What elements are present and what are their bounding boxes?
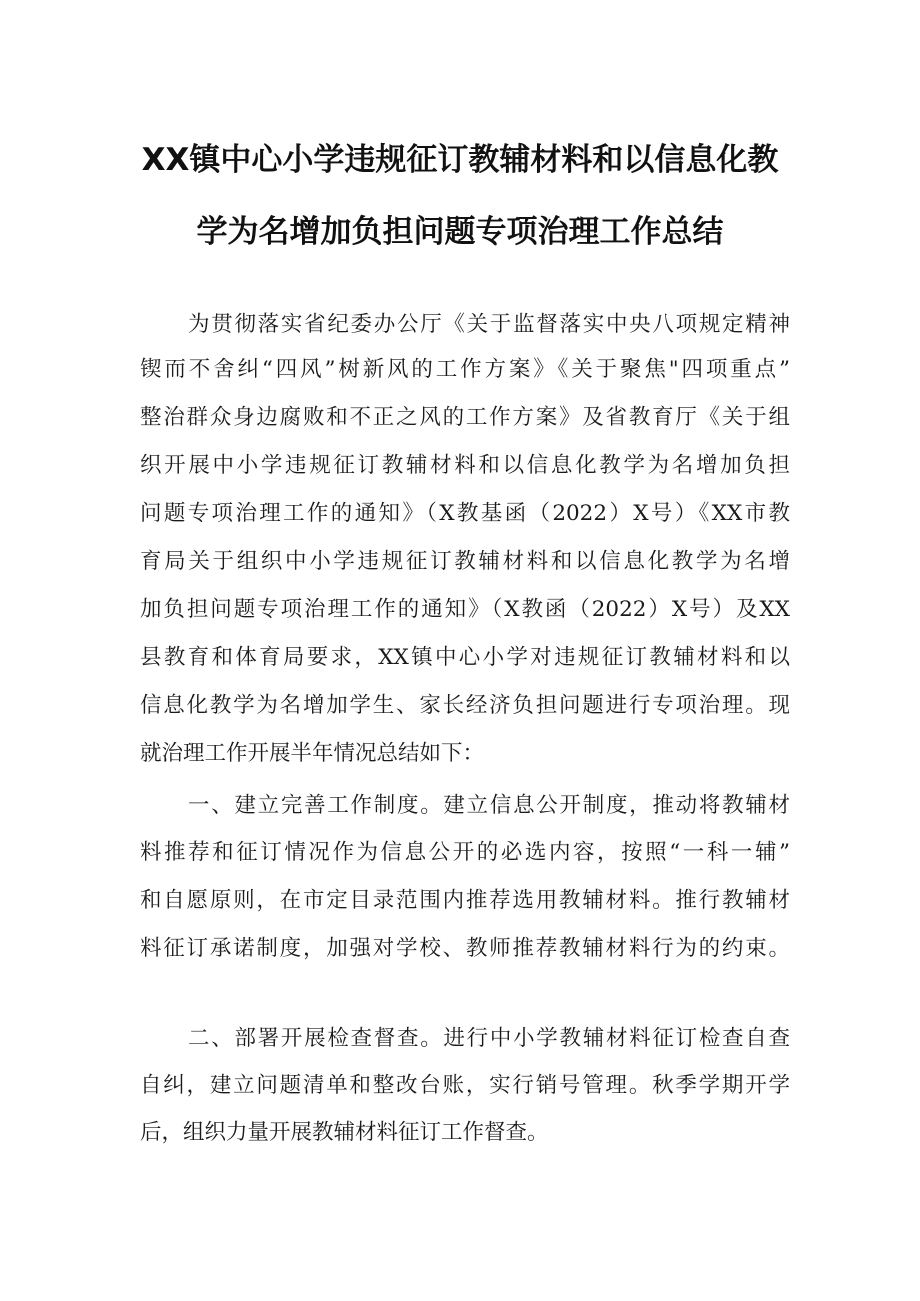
paragraph-line: 自纠，建立问题清单和整改台账，实行销号管理。秋季学期开学 [140, 1073, 790, 1098]
paragraph-line: 织开展中小学违规征订教辅材料和以信息化教学为名增加负担 [140, 453, 790, 478]
paragraph-line: 为贯彻落实省纪委办公厅《关于监督落实中央八项规定精神 [188, 312, 790, 337]
paragraph-line: 问题专项治理工作的通知》（X教基函（2022）X号）《XX市教 [140, 501, 790, 526]
paragraph-line: 料推荐和征订情况作为信息公开的必选内容，按照“一科一辅” [140, 840, 790, 865]
paragraph-line: 后，组织力量开展教辅材料征订工作督查。 [140, 1120, 549, 1145]
paragraph-line: 就治理工作开展半年情况总结如下： [140, 741, 485, 766]
document-title-line-2: 学为名增加负担问题专项治理工作总结 [196, 214, 724, 250]
paragraph-line: 县教育和体育局要求，XX镇中心小学对违规征订教辅材料和以 [140, 645, 790, 670]
paragraph-line: 整治群众身边腐败和不正之风的工作方案》及省教育厅《关于组 [140, 405, 790, 430]
paragraph-line: 信息化教学为名增加学生、家长经济负担问题进行专项治理。现 [140, 693, 790, 718]
paragraph-line: 二、部署开展检查督查。进行中小学教辅材料征订检查自查 [188, 1026, 790, 1051]
document-title-line-1: XX镇中心小学违规征订教辅材料和以信息化教 [141, 142, 779, 178]
paragraph-line: 和自愿原则，在市定目录范围内推荐选用教辅材料。推行教辅材 [140, 888, 790, 913]
paragraph-line: 一、建立完善工作制度。建立信息公开制度，推动将教辅材 [188, 793, 790, 818]
paragraph-line: 加负担问题专项治理工作的通知》（X教函（2022）X号）及XX [140, 597, 790, 622]
paragraph-line: 育局关于组织中小学违规征订教辅材料和以信息化教学为名增 [140, 549, 790, 574]
paragraph-line: 锲而不舍纠“四风”树新风的工作方案》《关于聚焦"四项重点” [140, 357, 790, 382]
paragraph-line: 料征订承诺制度，加强对学校、教师推荐教辅材料行为的约束。 [140, 936, 790, 961]
